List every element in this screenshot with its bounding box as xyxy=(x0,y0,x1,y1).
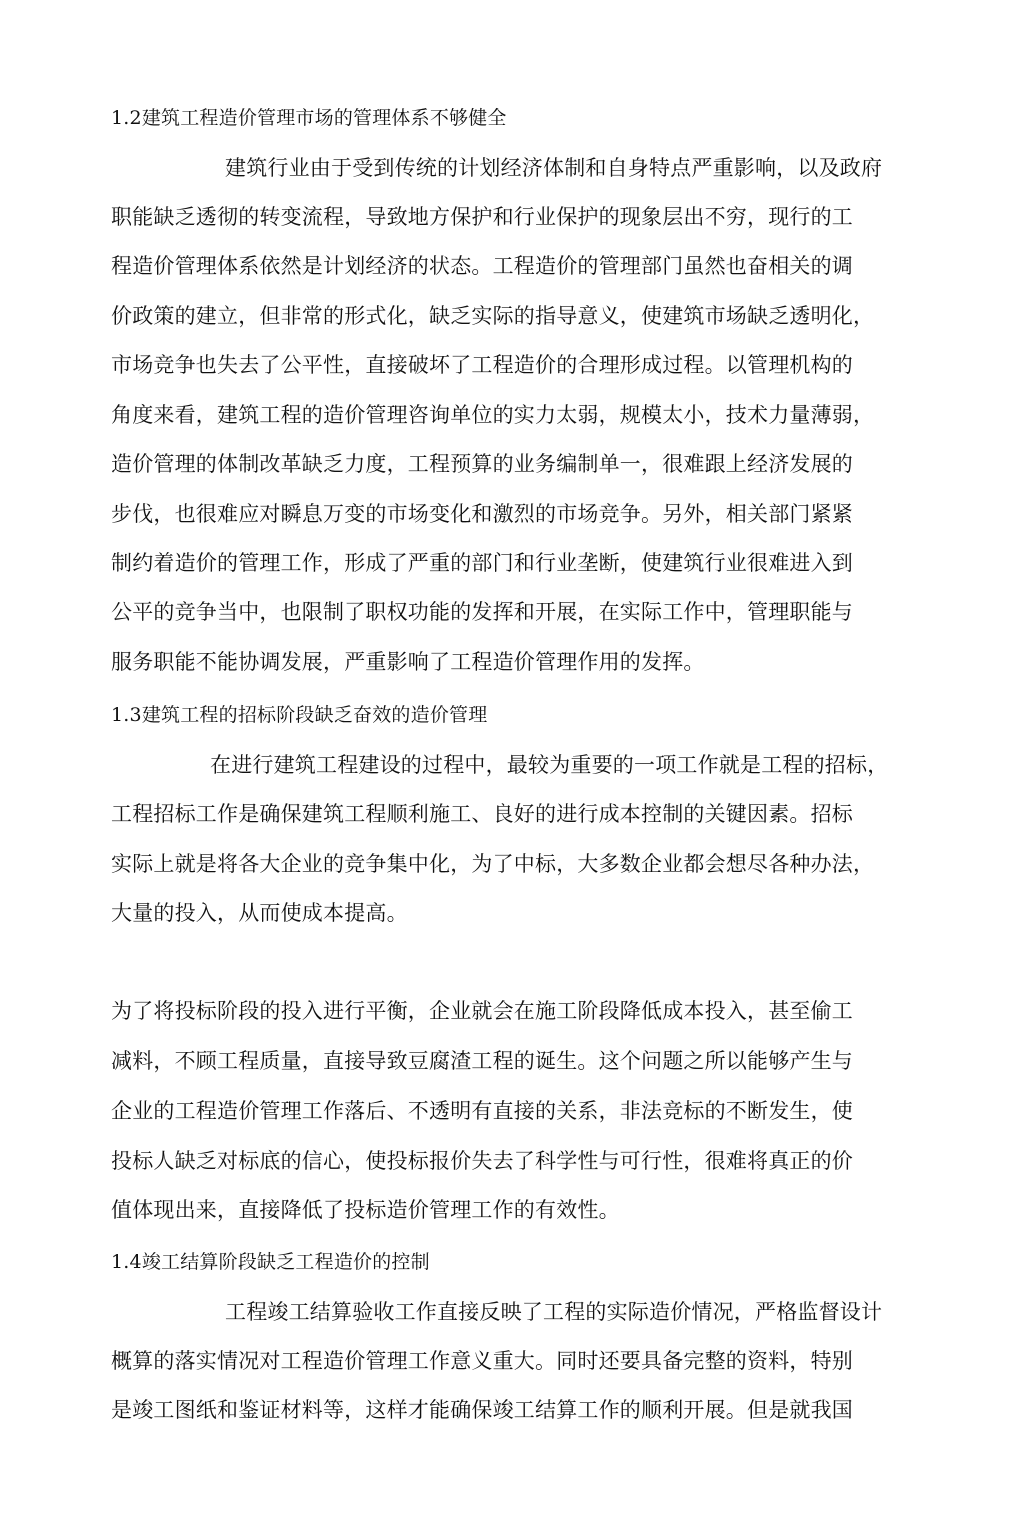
paragraph-line: 投标人缺乏对标底的信心，使投标报价失去了科学性与可行性，很难将真正的价 xyxy=(111,1149,853,1173)
paragraph-line: 职能缺乏透彻的转变流程，导致地方保护和行业保护的现象层出不穷，现行的工 xyxy=(111,205,853,229)
paragraph-line: 工程招标工作是确保建筑工程顺利施工、良好的进行成本控制的关键因素。招标 xyxy=(111,802,853,826)
paragraph-line: 市场竞争也失去了公平性，直接破坏了工程造价的合理形成过程。以管理机构的 xyxy=(111,353,853,377)
paragraph-line: 步伐，也很难应对瞬息万变的市场变化和激烈的市场竞争。另外，相关部门紧紧 xyxy=(111,502,853,526)
section-heading-1-2: 1.2建筑工程造价管理市场的管理体系不够健全 xyxy=(111,107,507,129)
paragraph-line: 角度来看，建筑工程的造价管理咨询单位的实力太弱，规模太小，技术力量薄弱， xyxy=(111,403,875,427)
paragraph-line: 建筑行业由于受到传统的计划经济体制和自身特点严重影响，以及政府 xyxy=(225,156,883,180)
paragraph-line: 价政策的建立，但非常的形式化，缺乏实际的指导意义，使建筑市场缺乏透明化， xyxy=(111,304,875,328)
paragraph-line: 制约着造价的管理工作，形成了严重的部门和行业垄断，使建筑行业很难进入到 xyxy=(111,551,853,575)
paragraph-line: 为了将投标阶段的投入进行平衡，企业就会在施工阶段降低成本投入，甚至偷工 xyxy=(111,999,853,1023)
section-heading-1-3: 1.3建筑工程的招标阶段缺乏奋效的造价管理 xyxy=(111,704,488,726)
paragraph-line: 是竣工图纸和鉴证材料等，这样才能确保竣工结算工作的顺利开展。但是就我国 xyxy=(111,1398,853,1422)
paragraph-line: 概算的落实情况对工程造价管理工作意义重大。同时还要具备完整的资料，特别 xyxy=(111,1349,853,1373)
paragraph-line: 公平的竞争当中，也限制了职权功能的发挥和开展，在实际工作中，管理职能与 xyxy=(111,600,853,624)
paragraph-line: 大量的投入，从而使成本提高。 xyxy=(111,901,408,925)
paragraph-line: 服务职能不能协调发展，严重影响了工程造价管理作用的发挥。 xyxy=(111,650,705,674)
paragraph-line: 企业的工程造价管理工作落后、不透明有直接的关系，非法竞标的不断发生，使 xyxy=(111,1099,853,1123)
paragraph-line: 程造价管理体系依然是计划经济的状态。工程造价的管理部门虽然也奋相关的调 xyxy=(111,254,853,278)
section-heading-1-4: 1.4竣工结算阶段缺乏工程造价的控制 xyxy=(111,1251,430,1273)
paragraph-line: 造价管理的体制改革缺乏力度，工程预算的业务编制单一，很难跟上经济发展的 xyxy=(111,452,853,476)
paragraph-line: 值体现出来，直接降低了投标造价管理工作的有效性。 xyxy=(111,1198,620,1222)
paragraph-line: 减料，不顾工程质量，直接导致豆腐渣工程的诞生。这个问题之所以能够产生与 xyxy=(111,1049,853,1073)
paragraph-line: 实际上就是将各大企业的竞争集中化，为了中标，大多数企业都会想尽各种办法， xyxy=(111,852,875,876)
paragraph-line: 工程竣工结算验收工作直接反映了工程的实际造价情况，严格监督设计 xyxy=(225,1300,883,1324)
paragraph-line: 在进行建筑工程建设的过程中，最较为重要的一项工作就是工程的招标， xyxy=(210,753,889,777)
